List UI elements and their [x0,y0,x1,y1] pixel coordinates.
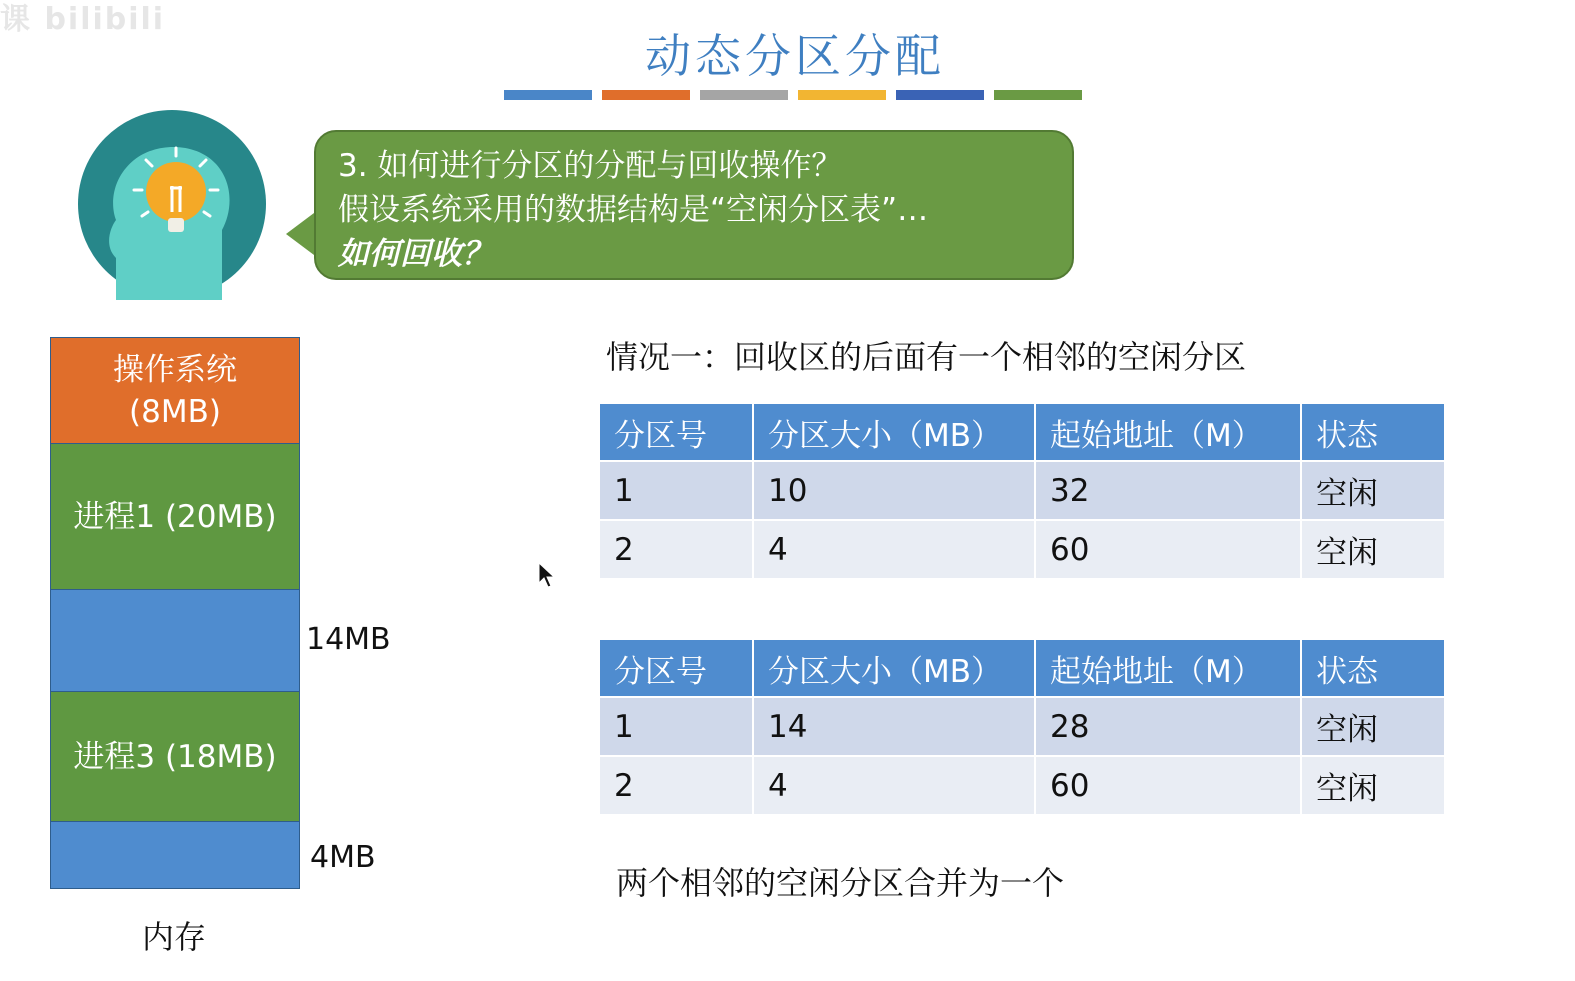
title-color-bar [504,90,1082,100]
table-header-row [600,640,1444,697]
cell-partition-no: 2 [600,520,753,578]
header-status: 状态 [1301,640,1444,697]
table-row [600,520,1444,578]
cell-partition-no: 1 [600,697,753,756]
cell-status: 空闲 [1301,461,1444,520]
bubble-line-2: 假设系统采用的数据结构是“空闲分区表”… [338,192,929,228]
memory-block-os [51,338,299,444]
header-start-address: 起始地址（M） [1035,404,1301,461]
header-partition-size: 分区大小（MB） [753,404,1035,461]
cell-start-address: 60 [1035,756,1301,814]
cell-partition-no: 2 [600,756,753,814]
cell-partition-size: 4 [753,756,1035,814]
process-3-label: 进程3 (18MB) [73,738,277,775]
title-bar-segment [994,90,1082,100]
cell-status: 空闲 [1301,520,1444,578]
speech-bubble [314,130,1074,280]
cell-partition-size: 4 [753,520,1035,578]
cell-status: 空闲 [1301,756,1444,814]
title-bar-segment [798,90,886,100]
header-partition-no: 分区号 [600,640,753,697]
header-partition-no: 分区号 [600,404,753,461]
memory-diagram [50,337,300,889]
table-header-row [600,404,1444,461]
free-block-1-size: 14MB [306,622,391,657]
memory-block-process-1 [51,444,299,590]
table-row [600,461,1444,520]
mouse-cursor-icon [538,562,556,588]
cell-start-address: 32 [1035,461,1301,520]
title-bar-segment [896,90,984,100]
title-bar-segment [602,90,690,100]
memory-block-process-3 [51,692,299,822]
memory-caption: 内存 [141,918,206,956]
os-label: 操作系统 [113,351,237,388]
merge-note: 两个相邻的空闲分区合并为一个 [616,864,1065,902]
cell-start-address: 60 [1035,520,1301,578]
title-bar-segment [504,90,592,100]
cell-status: 空闲 [1301,697,1444,756]
header-status: 状态 [1301,404,1444,461]
cell-start-address-merged: 28 [1035,697,1301,756]
thinking-head-icon [76,108,268,300]
memory-block-free-1 [51,590,299,692]
free-block-2-size: 4MB [310,840,376,875]
free-partition-table-after [600,640,1444,814]
free-partition-table-before [600,404,1444,578]
cell-partition-size: 10 [753,461,1035,520]
cell-partition-no: 1 [600,461,753,520]
process-1-label: 进程1 (20MB) [73,498,277,535]
case-title: 情况一：回收区的后面有一个相邻的空闲分区 [606,338,1247,376]
watermark-logo: 课 bilibili [0,2,166,37]
bubble-line-1: 3. 如何进行分区的分配与回收操作？ [338,148,843,184]
memory-block-free-2 [51,822,299,888]
table-row [600,697,1444,756]
cell-partition-size-merged: 14 [753,697,1035,756]
header-start-address: 起始地址（M） [1035,640,1301,697]
os-size: (8MB) [129,393,221,430]
header-partition-size: 分区大小（MB） [753,640,1035,697]
bubble-line-3: 如何回收？ [338,236,493,272]
title-bar-segment [700,90,788,100]
page-title: 动态分区分配 [645,29,945,83]
table-row [600,756,1444,814]
